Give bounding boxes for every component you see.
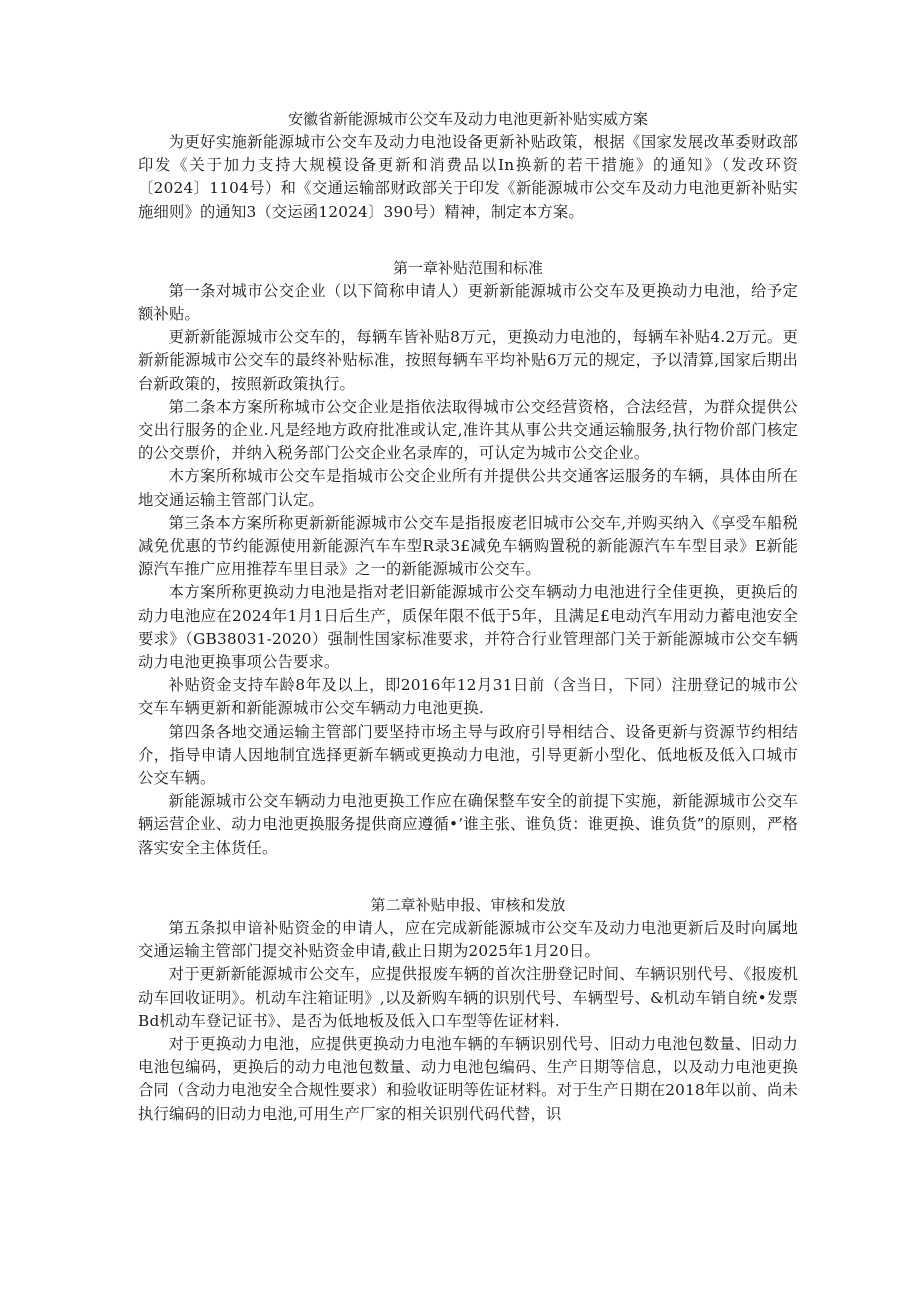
intro-paragraph: 为更好实施新能源城市公交车及动力电池设备更新补贴政策，根据《国家发展改革委财政部印发《关于加力支持大规模设备更新和消费品以In换新的若干措施》的通知》（发改环资〔2024〕1104号）和《交通运输部财政部关于印发《新能源城市公交车及动力电池更新补贴实施细则》的通知3（交运函12024〕390号）精神，制定本方案。 — [138, 133, 798, 221]
chapter-1-paragraph: 木方案所称城市公交车是指城市公交企业所有并提供公共交通客运服务的车辆，具体由所在地交通运输主管部门认定。 — [138, 467, 798, 509]
document-page — [138, 108, 798, 1126]
chapter-1-paragraph: 新能源城市公交车辆动力电池更换工作应在确保整车安全的前提下实施，新能源城市公交车辆运营企业、动力电池更换服务提供商应遵循•’谁主张、谁负货：谁更换、谁负货”的原则，严格落实安全主体货任。 — [138, 792, 798, 857]
chapter-1-heading: 第一章补贴范围和标准 — [392, 258, 543, 277]
document-title: 安徽省新能源城市公交车及动力电池更新补贴实威方案 — [287, 110, 648, 128]
section-spacer — [138, 860, 798, 894]
chapter-2-heading: 第二章补贴申报、审核和发放 — [370, 895, 566, 914]
chapter-1-paragraph: 更新新能源城市公交车的，每辆车皆补贴8万元，更换动力电池的，每辆车补贴4.2万元。更新新能源城市公交车的最终补贴标准，按照每辆车平均补贴6万元的规定，予以清算,国家后期出台新政策的，按照新政策执行。 — [138, 328, 798, 393]
chapter-1-paragraph: 第三条本方案所称更新新能源城市公交车是指报废老旧城市公交车,并购买纳入《享受车船税减免优惠的节约能源使用新能源汽车车型R录3£减免车辆购置税的新能源汽车车型目录》E新能源汽车推广应用推荐车里目录》之一的新能源城市公交车。 — [138, 513, 798, 579]
section-spacer — [138, 224, 798, 257]
chapter-1-paragraph: 第二条本方案所称城市公交企业是指依法取得城市公交经营资格，合法经营，为群众提供公交出行服务的企业.凡是经地方政府批准或认定,准许其从事公共交通运输服务,执行物价部门核定的公交票价，并纳入税务部门公交企业名录库的，可认定为城市公交企业。 — [138, 397, 798, 463]
chapter-2-paragraph: 对于更换动力电池，应提供更换动力电池车辆的车辆识别代号、旧动力电池包数量、旧动力电池包编码，更换后的动力电池包数量、动力电池包编码、生产日期等信息，以及动力电池更换合同（含动力电池安全合规性要求）和验收证明等佐证材料。对于生产日期在2018年以前、尚未执行编码的旧动力电池,可用生产厂家的相关识别代码代替，识 — [138, 1034, 798, 1123]
chapter-1-paragraph: 第四条各地交通运输主管部门要坚持市场主导与政府引导相结合、设备更新与资源节约相结介，指导申请人因地制宜选择更新车辆或更换动力电池，引导更新小型化、低地板及低入口城市公交车辆。 — [138, 722, 798, 788]
chapter-2-paragraph: 第五条拟申谙补贴资金的申请人，应在完成新能源城市公交车及动力电池更新后及时向属地交通运输主管部门提交补贴资金申请,截止日期为2025年1月20日。 — [138, 918, 798, 961]
chapter-1-paragraph: 第一条对城市公交企业（以下简称申请人）更新新能源城市公交车及更换动力电池，给予定额补贴。 — [138, 281, 798, 324]
chapter-2-paragraph: 对于更新新能源城市公交车，应提供报废车辆的首次注册登记时间、车辆识别代号、《报废机动车回收证明》。机动车注箱证明》,以及新购车辆的识别代号、车辆型号、&机动车销自统•发票Bd机动车登记证书》、是否为低地板及低入口车型等佐证材料. — [138, 965, 798, 1030]
chapter-1-paragraph: 补贴资金支持车龄8年及以上，即2016年12月31日前（含当日，下同）注册登记的城市公交车车辆更新和新能源城市公交车辆动力电池更换. — [138, 676, 798, 718]
chapter-1-paragraph: 本方案所称更换动力电池是指对老旧新能源城市公交车辆动力电池进行全佳更换，更换后的动力电池应在2024年1月1日后生产，质保年限不低于5年，且满足£电动汽车用动力蓄电池安全要求》（GB38031-2020）强制性国家标准要求，并符合行业管理部门关于新能源城市公交车辆动力电池更换事项公告要求。 — [138, 583, 798, 672]
